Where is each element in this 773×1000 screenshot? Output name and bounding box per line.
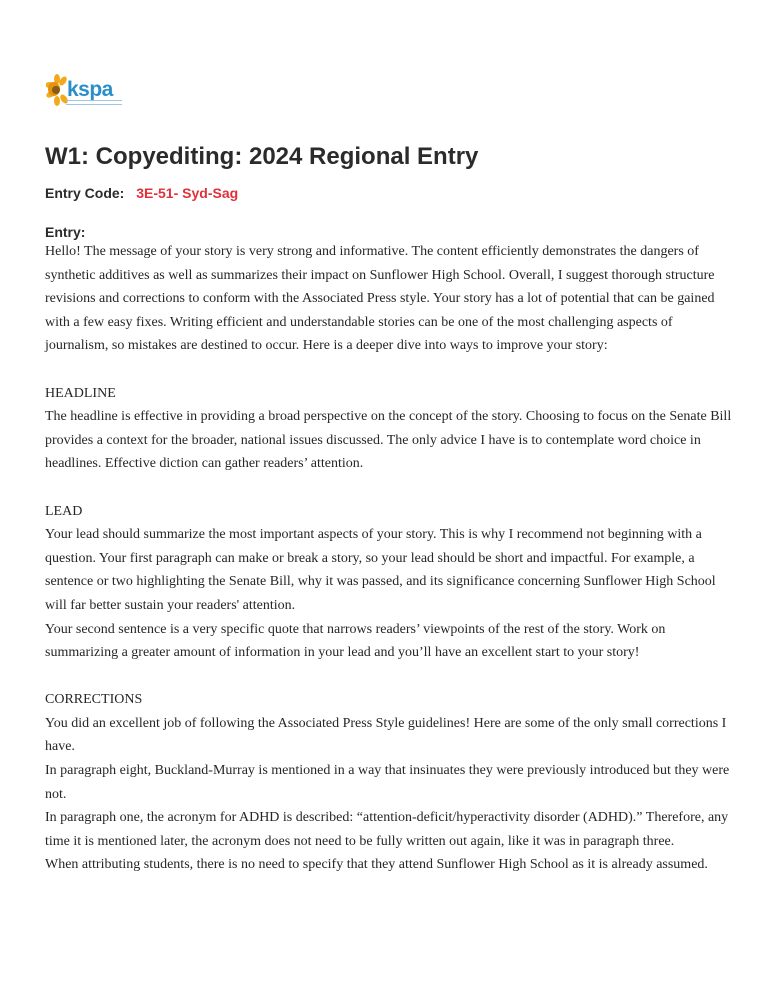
headline-paragraph: The headline is effective in providing a broad perspective on the concept of the story. Choosing to focus on the Senate Bill provides a context for the broader, national issues discussed. The only advice I have is to contemplate word choice in headlines. Effective diction can gather readers’ attention. — [45, 409, 732, 472]
corrections-paragraph-1: You did an excellent job of following the Associated Press Style guidelines! Here are some of the only small corrections I have. — [45, 715, 727, 755]
paragraph-gap — [45, 665, 735, 689]
logo-tagline-mark — [66, 100, 122, 105]
entry-body — [45, 240, 735, 877]
lead-paragraph-1: Your lead should summarize the most important aspects of your story. This is why I recommend not beginning with a question. Your first paragraph can make or break a story, so your lead should be short and impactful. For example, a sentence or two highlighting the Senate Bill, why it was passed, and its significance concerning Sunflower High School will far better sustain your readers' attention. — [45, 527, 716, 613]
entry-code-label: Entry Code: — [45, 185, 125, 201]
corrections-paragraph-4: When attributing students, there is no need to specify that they attend Sunflower High School as it is already assumed. — [45, 857, 708, 873]
intro-paragraph: Hello! The message of your story is very strong and informative. The content efficiently demonstrates the dangers of synthetic additives as well as summarizes their impact on Sunflower High School. Overall, I suggest thorough structure revisions and corrections to conform with the Associated Press style. Your story has a lot of potential that can be gained with a few easy fixes. Writing efficient and understandable stories can be one of the most challenging aspects of journalism, so mistakes are destined to occur. Here is a deeper dive into ways to improve your story: — [45, 244, 715, 354]
corrections-heading: CORRECTIONS — [45, 692, 143, 708]
headline-heading: HEADLINE — [45, 385, 116, 401]
paragraph-gap — [45, 358, 735, 382]
logo-wordmark: kspa — [67, 78, 113, 101]
entry-code-row — [45, 184, 238, 202]
entry-label: Entry: — [45, 224, 86, 240]
kspa-logo — [46, 74, 126, 108]
lead-heading: LEAD — [45, 503, 83, 519]
page-title: W1: Copyediting: 2024 Regional Entry — [45, 143, 479, 170]
corrections-paragraph-3: In paragraph one, the acronym for ADHD is described: “attention-deficit/hyperactivity disorder (ADHD).” Therefore, any time it is mentioned later, the acronym does not need to be fully written out again, like it was in paragraph three. — [45, 810, 729, 849]
entry-code-value: 3E-51- Syd-Sag — [136, 185, 239, 201]
corrections-paragraph-2: In paragraph eight, Buckland-Murray is mentioned in a way that insinuates they were previously introduced but they were not. — [45, 763, 730, 802]
lead-paragraph-2: Your second sentence is a very specific quote that narrows readers’ viewpoints of the rest of the story. Work on summarizing a greater amount of information in your lead and you’ll have an excellent start to your story! — [45, 621, 666, 661]
paragraph-gap — [45, 476, 735, 500]
